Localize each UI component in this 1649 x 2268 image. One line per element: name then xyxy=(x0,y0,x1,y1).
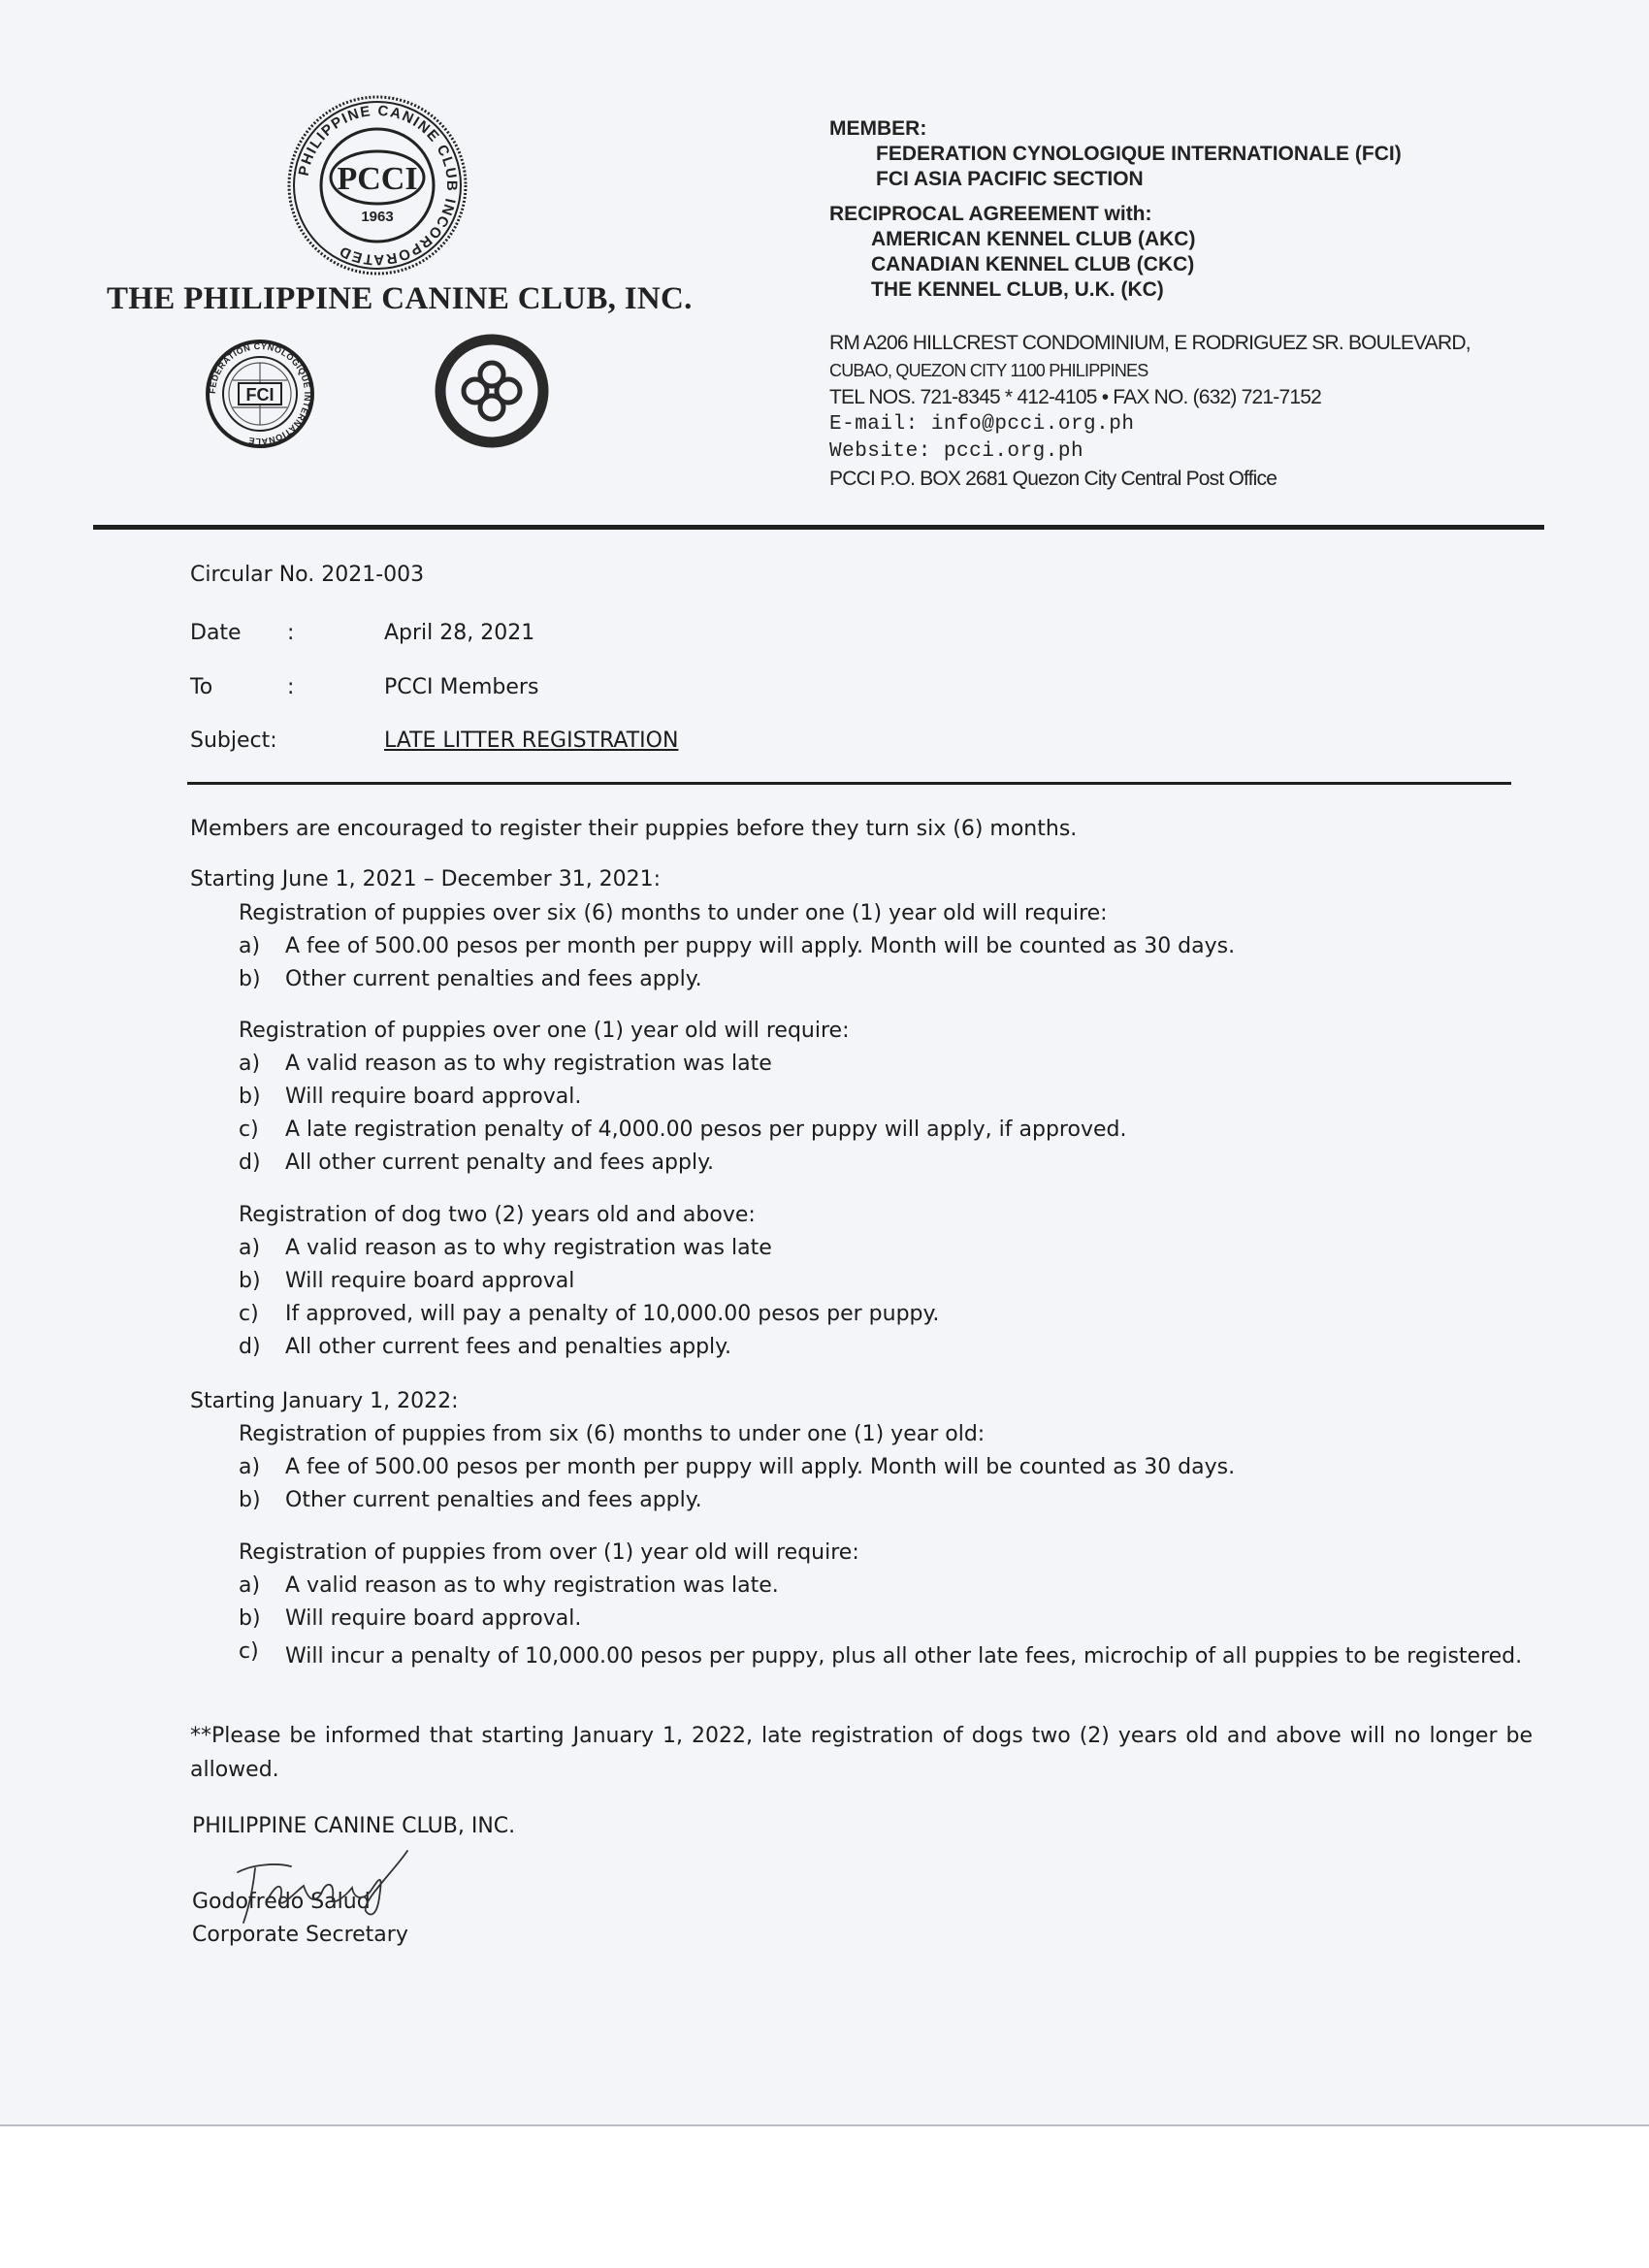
section-heading: Registration of dog two (2) years old and above: xyxy=(239,1203,756,1227)
circular-body: Members are encouraged to register their puppies before they turn six (6) months. Starting June 1, 2021 – December 31, 2021: Registration of puppies over six (6) months to under one (1) year old will require: a) A fee of 500.00 pesos per month per puppy will apply. Month will be counted as 30 days. b) Other current penalties and fees apply. Registration of puppies over one (1) year old will require: a) A valid reason as to why registration was late b) Will require board approval. c) A late registration penalty of 4,000.00 pesos per puppy will apply, if approved. d) All other current penalty and fees apply. Registration of dog two (2) years old and above: a) A valid reason as to why registration was late b) Will require board approval c) If approved, will pay a penalty of 10,000.00 pesos per puppy. d) All other current fees and penalties apply. Starting January 1, 2022: Registration of puppies from six (6) months to under one (1) year old: a) A fee of 500.00 pesos per month per puppy will apply. Month will be counted as 30 days. b) Other current penalties and fees apply. Registration of puppies from over (1) year old will require: a) A valid reason as to why registration was late. b) Will require board approval. c) Will incur a penalty of 10,000.00 pesos per puppy, plus all other late fees, microchip of all puppies to be registered. **Please be informed that starting January 1, 2022, late registration of dogs two (2) years old and above will no longer be allowed. PHILIPPINE CANINE CLUB, INC. Godofredo Salud Corporate Secretary xyxy=(190,0,1538,2124)
date-label: Date xyxy=(190,621,242,645)
reciprocal-heading: RECIPROCAL AGREEMENT with: xyxy=(829,203,1152,225)
svg-text:FEDERATION CYNOLOGIQUE INTERNA: FEDERATION CYNOLOGIQUE INTERNATIONALE xyxy=(207,340,313,447)
club-name: THE PHILIPPINE CANINE CLUB, INC. xyxy=(107,281,693,316)
list-item: c) Will incur a penalty of 10,000.00 pesos per puppy, plus all other late fees, microchip of all puppies to be registered. xyxy=(239,1639,1523,1669)
member-heading: MEMBER: xyxy=(829,117,927,140)
address-line: CUBAO, QUEZON CITY 1100 PHILIPPINES xyxy=(829,361,1148,380)
section-heading: Registration of puppies over six (6) months to under one (1) year old will require: xyxy=(239,901,1108,925)
period-heading: Starting January 1, 2022: xyxy=(190,1389,459,1413)
po-box-line: PCCI P.O. BOX 2681 Quezon City Central Post Office xyxy=(829,468,1277,490)
website-line: Website: pcci.org.ph xyxy=(829,440,1084,463)
section-heading: Registration of puppies from six (6) months to under one (1) year old: xyxy=(239,1422,986,1446)
handwritten-signature xyxy=(209,1843,422,1930)
circular-number: Circular No. 2021-003 xyxy=(190,563,425,587)
email-line: E-mail: info@pcci.org.ph xyxy=(829,413,1135,436)
member-line: FCI ASIA PACIFIC SECTION xyxy=(876,168,1144,190)
intro-paragraph: Members are encouraged to register their puppies before they turn six (6) months. xyxy=(190,817,1078,841)
phone-fax-line: TEL NOS. 721-8345 * 412-4105 • FAX NO. (632) 721-7152 xyxy=(829,386,1321,408)
address-line: RM A206 HILLCREST CONDOMINIUM, E RODRIGUEZ SR. BOULEVARD, xyxy=(829,332,1471,354)
to-value: PCCI Members xyxy=(384,675,539,699)
colon: : xyxy=(287,621,295,645)
subject-value: LATE LITTER REGISTRATION xyxy=(384,729,679,753)
member-line: FEDERATION CYNOLOGIQUE INTERNATIONALE (FCI) xyxy=(876,143,1402,165)
svg-text:PCCI: PCCI xyxy=(337,161,418,197)
reciprocal-line: AMERICAN KENNEL CLUB (AKC) xyxy=(871,228,1196,250)
date-value: April 28, 2021 xyxy=(384,621,535,645)
to-label: To xyxy=(190,675,213,699)
closing-org: PHILIPPINE CANINE CLUB, INC. xyxy=(192,1814,516,1838)
colon: : xyxy=(287,675,295,699)
section-heading: Registration of puppies from over (1) year old will require: xyxy=(239,1540,859,1565)
svg-text:1963: 1963 xyxy=(361,209,394,225)
signatory-title: Corporate Secretary xyxy=(192,1923,408,1947)
section-heading: Registration of puppies over one (1) year old will require: xyxy=(239,1019,850,1043)
reciprocal-line: THE KENNEL CLUB, U.K. (KC) xyxy=(871,278,1164,301)
note-paragraph: **Please be informed that starting January 1, 2022, late registration of dogs two (2) years old and above will no longer be allowed. xyxy=(190,1724,1533,1782)
subject-label: Subject: xyxy=(190,729,277,753)
svg-text:PHILIPPINE CANINE CLUB INCORPO: PHILIPPINE CANINE CLUB INCORPORATED xyxy=(295,102,461,269)
signatory-name: Godofredo Salud xyxy=(192,1890,371,1914)
svg-text:FCI: FCI xyxy=(245,385,275,405)
reciprocal-line: CANADIAN KENNEL CLUB (CKC) xyxy=(871,253,1195,275)
period-heading: Starting June 1, 2021 – December 31, 2021: xyxy=(190,867,662,891)
